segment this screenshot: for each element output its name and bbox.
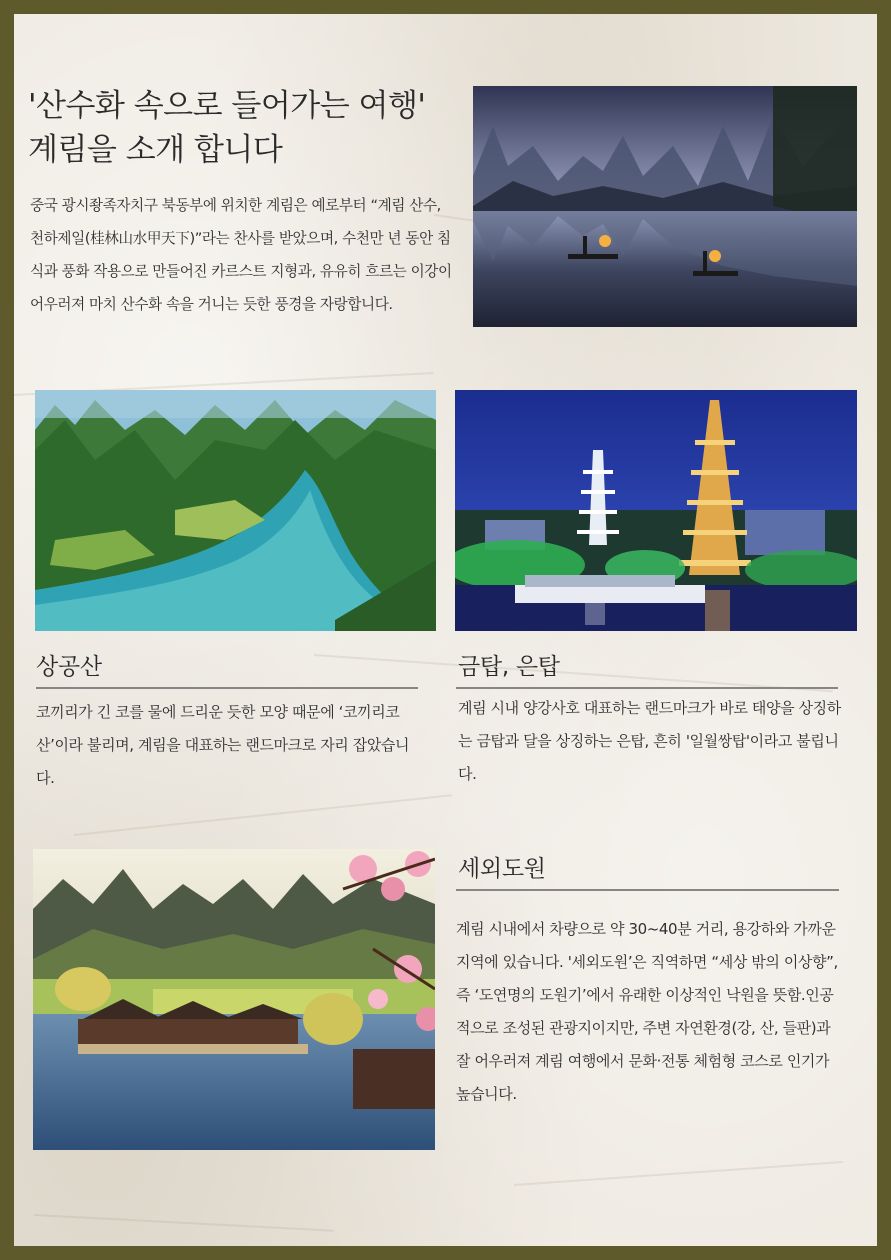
- title-line-1: '산수화 속으로 들어가는 여행': [28, 88, 426, 124]
- section-divider: [36, 687, 418, 689]
- section-text-elephant-trunk-hill: 코끼리가 긴 코를 물에 드리운 듯한 모양 때문에 ‘코끼리코산’이라 불리며, 계림을 대표하는 랜드마크로 자리 잡았습니다.: [36, 703, 410, 787]
- page-title: [28, 84, 468, 172]
- photo-shiwai-taoyuan: [33, 849, 435, 1150]
- photo-sun-moon-pagodas: [455, 390, 857, 631]
- photo-karst-valley: [35, 390, 436, 631]
- photo-li-river-fishermen: [473, 86, 857, 327]
- section-divider: [456, 889, 839, 891]
- title-line-2: 계림을 소개 합니다: [28, 132, 283, 168]
- intro-paragraph: 중국 광시좡족자치구 북동부에 위치한 계림은 예로부터 “계림 산수, 천하제일(桂林山水甲天下)”라는 찬사를 받았으며, 수천만 년 동안 침식과 풍화 작용으로 만들어진 카르스트 지형과, 유유히 흐르는 이강이 어우러져 마치 산수화 속을 거니는 듯한 풍경을 자랑합니다.: [30, 197, 452, 313]
- section-title-elephant-trunk-hill: 상공산: [36, 654, 102, 680]
- section-title-shiwai-taoyuan: 세외도원: [458, 856, 546, 882]
- section-title-sun-moon-pagodas: 금탑, 은탑: [458, 654, 560, 680]
- section-text-sun-moon-pagodas: 계림 시내 양강사호 대표하는 랜드마크가 바로 태양을 상징하는 금탑과 달을 상징하는 은탑, 흔히 '일월쌍탑'이라고 불립니다.: [458, 699, 841, 783]
- section-text-shiwai-taoyuan: 계림 시내에서 차량으로 약 30~40분 거리, 용강하와 가까운 지역에 있습니다. '세외도원’은 직역하면 “세상 밖의 이상향”, 즉 ‘도연명의 도원기’에서 유래한 이상적인 낙원을 뜻함.인공적으로 조성된 관광지이지만, 주변 자연환경(강, 산, 들판)과 잘 어우러져 계림 여행에서 문화·전통 체험형 코스로 인기가 높습니다.: [456, 920, 838, 1103]
- section-divider: [456, 687, 838, 689]
